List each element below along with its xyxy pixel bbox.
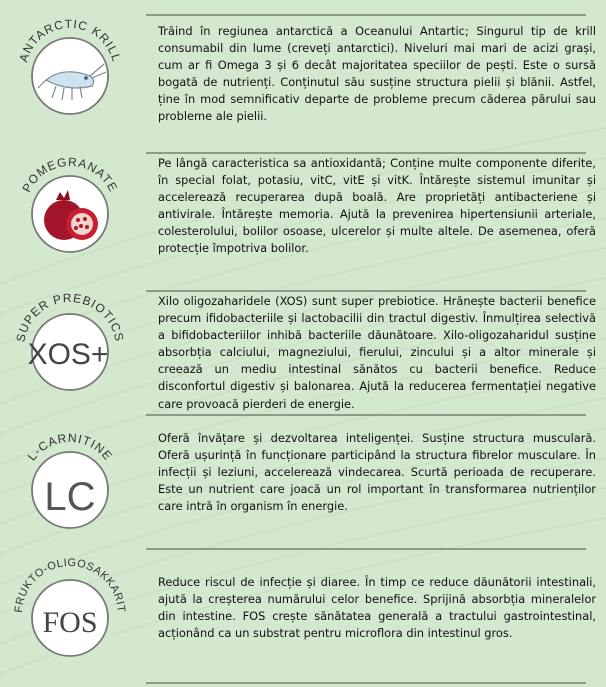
divider	[146, 548, 586, 550]
divider	[146, 290, 586, 292]
krill-badge	[6, 6, 134, 134]
fos-label: FRUKTO-OLIGOSAKKARIT	[12, 556, 128, 614]
pomegranate-label: POMEGRANATE	[19, 154, 121, 195]
krill-description: Trăind în regiunea antarctică a Oceanului Antartic; Singurul tip de krill consumabil din lume (creveți antarctici). Niveluri mai mari de acizi grași, cum ar fi Omega 3 și 6 decât majoritatea speciilor de pești. Este o sursă bogată de nutrienți. Conținutul său susține structura pielii și blănii. Astfel, ține în mod semnificativ departe de probleme precum căderea părului sau probleme ale pielii.	[158, 24, 596, 124]
lc-logo: LC	[44, 475, 96, 519]
prebiotics-description: Xilo oligozaharidele (XOS) sunt super prebiotice. Hrănește bacterii benefice precum ifidobacteriile și lactobacilii din tractul digestiv. Înmulțirea selectivă a bifidobacteriilor inhibă bacteriile dăunătoare. Xilo-oligozaharidul susține absorbția calciului, magneziului, fierului, zincului și a altor minerale și creează un mediu intestinal sănătos cu bacterii benefice. Reduce disconfortul digestiv și balonarea. Ajută la reducerea fermentației negative care provoacă pierderi de energie.	[158, 294, 596, 411]
carnitine-label: L-CARNITINE	[24, 430, 116, 464]
divider	[146, 682, 586, 684]
pomegranate-description: Pe lângă caracteristica sa antioxidantă; Conține multe componente diferite, în special folat, potasiu, vitC, vitE și vitK. Întărește sistemul imunitar și accelerează recuperarea după boală. Are proprietăți antibacteriene și antivirale. Întărește memoria. Ajută la prevenirea hipertensiunii arteriale, colesterolului, bolilor osoase, ulcerelor și multe altele. De asemenea, oferă protecție împotriva bolilor.	[158, 156, 596, 256]
krill-label: ANTARCTIC KRILL	[16, 16, 124, 64]
fos-logo: FOS	[42, 606, 98, 639]
xos-badge	[6, 282, 134, 410]
xos-logo: XOS+	[27, 338, 109, 371]
fos-description: Reduce riscul de infecție și diaree. În timp ce reduce dăunătorii intestinali, ajută la creșterea numărului celor benefice. Sprijină absorbția mineralelor din intestine. FOS crește sănătatea generală a tractului gastrointestinal, acționând ca un substrat pentru microflora din intestinul gros.	[158, 575, 596, 641]
divider	[146, 14, 586, 16]
prebiotics-label: SUPER PREBIOTICS	[13, 290, 127, 344]
divider	[146, 152, 586, 154]
carnitine-description: Oferă învățare și dezvoltarea inteligenței. Susține structura musculară. Oferă ușurință în funcționare participând la structura fibrelor musculare. În infecții și leziuni, accelerează vindecarea. Scurtă perioada de recuperare. Este un nutrient care joacă un rol important în transformarea nutrienților care intră în organism în energie.	[158, 431, 596, 514]
fos-badge	[6, 546, 134, 674]
pomegranate-badge	[6, 144, 134, 272]
lc-badge	[6, 420, 134, 548]
divider	[146, 414, 586, 416]
